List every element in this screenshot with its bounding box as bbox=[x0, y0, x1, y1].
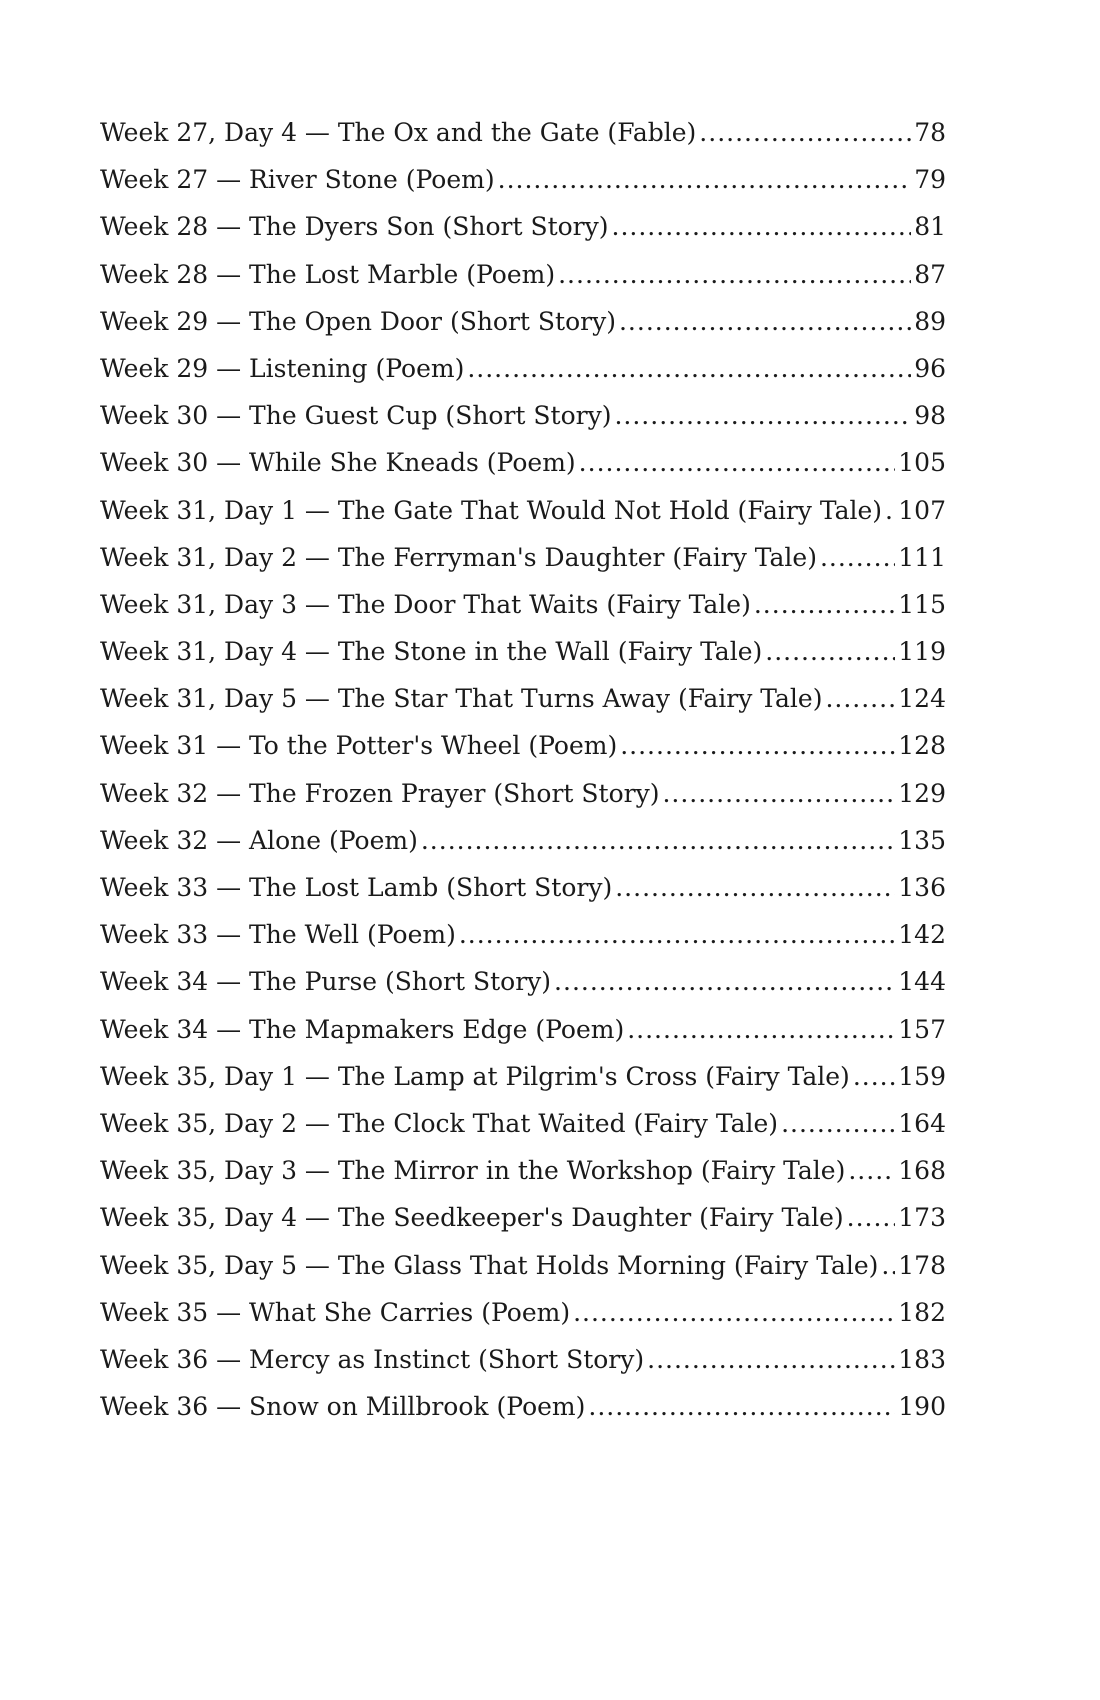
toc-dot-leader bbox=[588, 1392, 895, 1421]
toc-entry-title: Week 35, Day 4 — The Seedkeeper's Daughter (Fairy Tale) bbox=[100, 1203, 844, 1233]
toc-page-number: 159 bbox=[898, 1061, 946, 1091]
toc-page-number: 129 bbox=[898, 778, 946, 808]
toc-entry bbox=[100, 779, 946, 826]
toc-dot-leader bbox=[498, 165, 912, 194]
toc-entry bbox=[100, 590, 946, 637]
toc-dot-leader bbox=[579, 448, 896, 477]
toc-page-number: 144 bbox=[898, 967, 946, 997]
toc-entry bbox=[100, 1015, 946, 1062]
toc-entry-title: Week 27, Day 4 — The Ox and the Gate (Fable) bbox=[100, 118, 697, 147]
toc-entry-title: Week 28 — The Dyers Son (Short Story) bbox=[100, 212, 609, 242]
toc-dot-leader bbox=[825, 684, 895, 713]
toc-entry bbox=[100, 1298, 946, 1345]
toc-dot-leader bbox=[627, 1015, 895, 1044]
toc-entry-title: Week 32 — Alone (Poem) bbox=[100, 825, 418, 855]
toc-entry bbox=[100, 307, 946, 354]
toc-dot-leader bbox=[820, 543, 895, 572]
toc-dot-leader bbox=[620, 731, 895, 760]
toc-entry-title: Week 30 — While She Kneads (Poem) bbox=[100, 448, 576, 478]
toc-entry-title: Week 36 — Snow on Millbrook (Poem) bbox=[100, 1392, 586, 1422]
toc-dot-leader bbox=[765, 637, 895, 666]
toc-dot-leader bbox=[885, 496, 895, 525]
toc-entry-title: Week 30 — The Guest Cup (Short Story) bbox=[100, 401, 612, 431]
toc-dot-leader bbox=[467, 354, 911, 383]
toc-entry bbox=[100, 260, 946, 307]
toc-dot-leader bbox=[612, 212, 912, 241]
toc-entry bbox=[100, 496, 946, 543]
toc-entry bbox=[100, 1062, 946, 1109]
toc-entry-title: Week 35, Day 3 — The Mirror in the Workshop (Fairy Tale) bbox=[100, 1156, 846, 1186]
toc-entry-title: Week 34 — The Purse (Short Story) bbox=[100, 967, 552, 997]
toc-entry bbox=[100, 543, 946, 590]
toc-page-number: 182 bbox=[898, 1297, 946, 1327]
toc-entry bbox=[100, 1109, 946, 1156]
toc-entry-title: Week 31, Day 1 — The Gate That Would Not Hold (Fairy Tale) bbox=[100, 495, 883, 525]
toc-dot-leader bbox=[614, 401, 911, 430]
toc-page-number: 124 bbox=[898, 684, 946, 714]
toc-dot-leader bbox=[881, 1251, 895, 1280]
toc-entry bbox=[100, 1203, 946, 1250]
toc-entry-title: Week 31, Day 4 — The Stone in the Wall (Fairy Tale) bbox=[100, 637, 763, 667]
toc-dot-leader bbox=[459, 920, 895, 949]
toc-page-number: 81 bbox=[914, 212, 946, 242]
toc-entry bbox=[100, 920, 946, 967]
toc-page-number: 98 bbox=[914, 401, 946, 431]
toc-dot-leader bbox=[558, 260, 911, 289]
toc-page-number: 157 bbox=[898, 1014, 946, 1044]
toc-page-number: 190 bbox=[898, 1392, 946, 1422]
toc-entry bbox=[100, 873, 946, 920]
toc-entry bbox=[100, 118, 946, 165]
toc-dot-leader bbox=[754, 590, 895, 619]
toc-entry bbox=[100, 165, 946, 212]
toc-entry-title: Week 27 — River Stone (Poem) bbox=[100, 165, 495, 195]
toc-entry bbox=[100, 637, 946, 684]
toc-entry-title: Week 33 — The Lost Lamb (Short Story) bbox=[100, 873, 613, 902]
toc-entry-title: Week 35, Day 1 — The Lamp at Pilgrim's Cross (Fairy Tale) bbox=[100, 1061, 850, 1091]
toc-entry-title: Week 28 — The Lost Marble (Poem) bbox=[100, 259, 556, 289]
toc-entry-title: Week 33 — The Well (Poem) bbox=[100, 920, 456, 950]
toc-page-number: 78 bbox=[914, 118, 946, 147]
toc-entry bbox=[100, 967, 946, 1014]
table-of-contents bbox=[100, 118, 946, 1439]
toc-page-number: 119 bbox=[898, 637, 946, 667]
toc-page-number: 107 bbox=[898, 495, 946, 525]
toc-dot-leader bbox=[573, 1298, 895, 1327]
toc-page-number: 128 bbox=[898, 731, 946, 761]
toc-entry bbox=[100, 448, 946, 495]
toc-page-number: 183 bbox=[898, 1344, 946, 1374]
toc-entry bbox=[100, 684, 946, 731]
toc-entry bbox=[100, 1251, 946, 1298]
toc-entry-title: Week 32 — The Frozen Prayer (Short Story) bbox=[100, 778, 660, 808]
toc-entry-title: Week 29 — Listening (Poem) bbox=[100, 353, 465, 383]
toc-page-number: 164 bbox=[898, 1108, 946, 1138]
toc-dot-leader bbox=[662, 779, 895, 808]
toc-page-number: 79 bbox=[914, 165, 946, 195]
toc-page-number: 87 bbox=[914, 259, 946, 289]
toc-entry-title: Week 35 — What She Carries (Poem) bbox=[100, 1297, 571, 1327]
toc-entry bbox=[100, 1392, 946, 1439]
toc-dot-leader bbox=[853, 1062, 895, 1091]
toc-page-number: 178 bbox=[898, 1250, 946, 1280]
toc-entry bbox=[100, 401, 946, 448]
toc-dot-leader bbox=[847, 1203, 896, 1232]
toc-entry bbox=[100, 1345, 946, 1392]
toc-entry-title: Week 29 — The Open Door (Short Story) bbox=[100, 306, 616, 336]
toc-page-number: 135 bbox=[898, 825, 946, 855]
toc-entry-title: Week 35, Day 5 — The Glass That Holds Morning (Fairy Tale) bbox=[100, 1250, 879, 1280]
toc-entry-title: Week 35, Day 2 — The Clock That Waited (Fairy Tale) bbox=[100, 1108, 779, 1138]
toc-page-number: 142 bbox=[898, 920, 946, 950]
toc-page-number: 136 bbox=[898, 873, 946, 902]
toc-dot-leader bbox=[699, 118, 911, 147]
toc-dot-leader bbox=[619, 307, 911, 336]
toc-dot-leader bbox=[647, 1345, 895, 1374]
toc-entry bbox=[100, 826, 946, 873]
toc-page-number: 89 bbox=[914, 306, 946, 336]
toc-page-number: 105 bbox=[898, 448, 946, 478]
toc-entry-title: Week 31, Day 2 — The Ferryman's Daughter (Fairy Tale) bbox=[100, 542, 817, 572]
toc-entry bbox=[100, 731, 946, 778]
toc-dot-leader bbox=[615, 873, 895, 902]
toc-entry bbox=[100, 212, 946, 259]
toc-dot-leader bbox=[848, 1156, 895, 1185]
toc-page-number: 168 bbox=[898, 1156, 946, 1186]
toc-entry-title: Week 36 — Mercy as Instinct (Short Story) bbox=[100, 1344, 645, 1374]
toc-page-number: 96 bbox=[914, 353, 946, 383]
toc-page-number: 115 bbox=[898, 589, 946, 619]
toc-entry-title: Week 34 — The Mapmakers Edge (Poem) bbox=[100, 1014, 625, 1044]
toc-dot-leader bbox=[421, 826, 895, 855]
toc-entry bbox=[100, 1156, 946, 1203]
toc-dot-leader bbox=[554, 967, 895, 996]
toc-entry bbox=[100, 354, 946, 401]
toc-entry-title: Week 31 — To the Potter's Wheel (Poem) bbox=[100, 731, 618, 761]
toc-dot-leader bbox=[781, 1109, 895, 1138]
toc-page-number: 173 bbox=[898, 1203, 946, 1233]
toc-page-number: 111 bbox=[898, 542, 946, 572]
toc-entry-title: Week 31, Day 3 — The Door That Waits (Fairy Tale) bbox=[100, 589, 751, 619]
toc-entry-title: Week 31, Day 5 — The Star That Turns Away (Fairy Tale) bbox=[100, 684, 823, 714]
